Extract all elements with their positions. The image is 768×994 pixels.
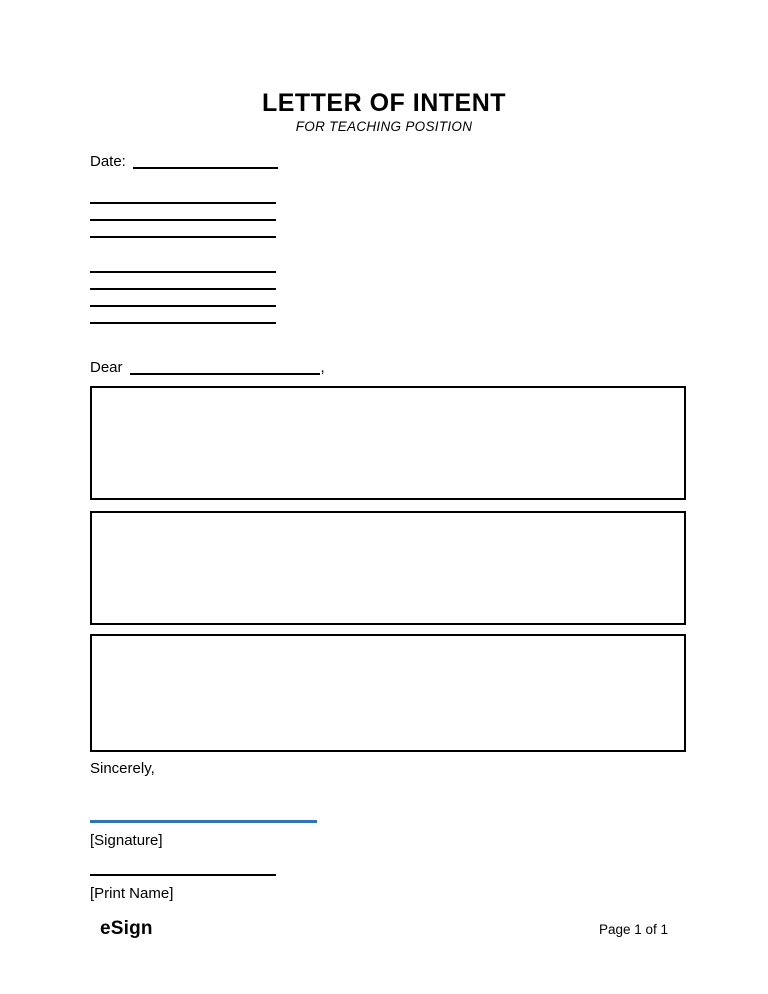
blank-line[interactable] [90, 202, 276, 204]
blank-line[interactable] [90, 219, 276, 221]
closing-label: Sincerely, [90, 760, 155, 777]
date-label: Date: [90, 153, 126, 170]
recipient-name-blank-line[interactable] [130, 373, 320, 375]
date-field [90, 152, 278, 172]
print-name-line[interactable] [90, 874, 276, 876]
esign-logo: eSign [100, 918, 153, 939]
body-paragraph-box-1[interactable] [90, 386, 686, 500]
salutation-row [90, 358, 325, 378]
page-subtitle: FOR TEACHING POSITION [295, 119, 473, 134]
salutation-suffix: , [320, 359, 325, 376]
blank-line[interactable] [90, 288, 276, 290]
signature-line[interactable] [90, 820, 317, 823]
page-title: LETTER OF INTENT [261, 89, 507, 117]
print-name-label: [Print Name] [90, 885, 174, 902]
date-blank-line[interactable] [133, 167, 278, 169]
blank-line[interactable] [90, 305, 276, 307]
blank-line[interactable] [90, 236, 276, 238]
salutation-label: Dear [90, 359, 123, 376]
page-indicator: Page 1 of 1 [598, 922, 668, 937]
blank-line[interactable] [90, 322, 276, 324]
body-paragraph-box-2[interactable] [90, 511, 686, 625]
signature-label: [Signature] [90, 832, 163, 849]
recipient-address-block [90, 271, 276, 324]
blank-line[interactable] [90, 271, 276, 273]
sender-address-block [90, 202, 276, 238]
body-paragraph-box-3[interactable] [90, 634, 686, 752]
